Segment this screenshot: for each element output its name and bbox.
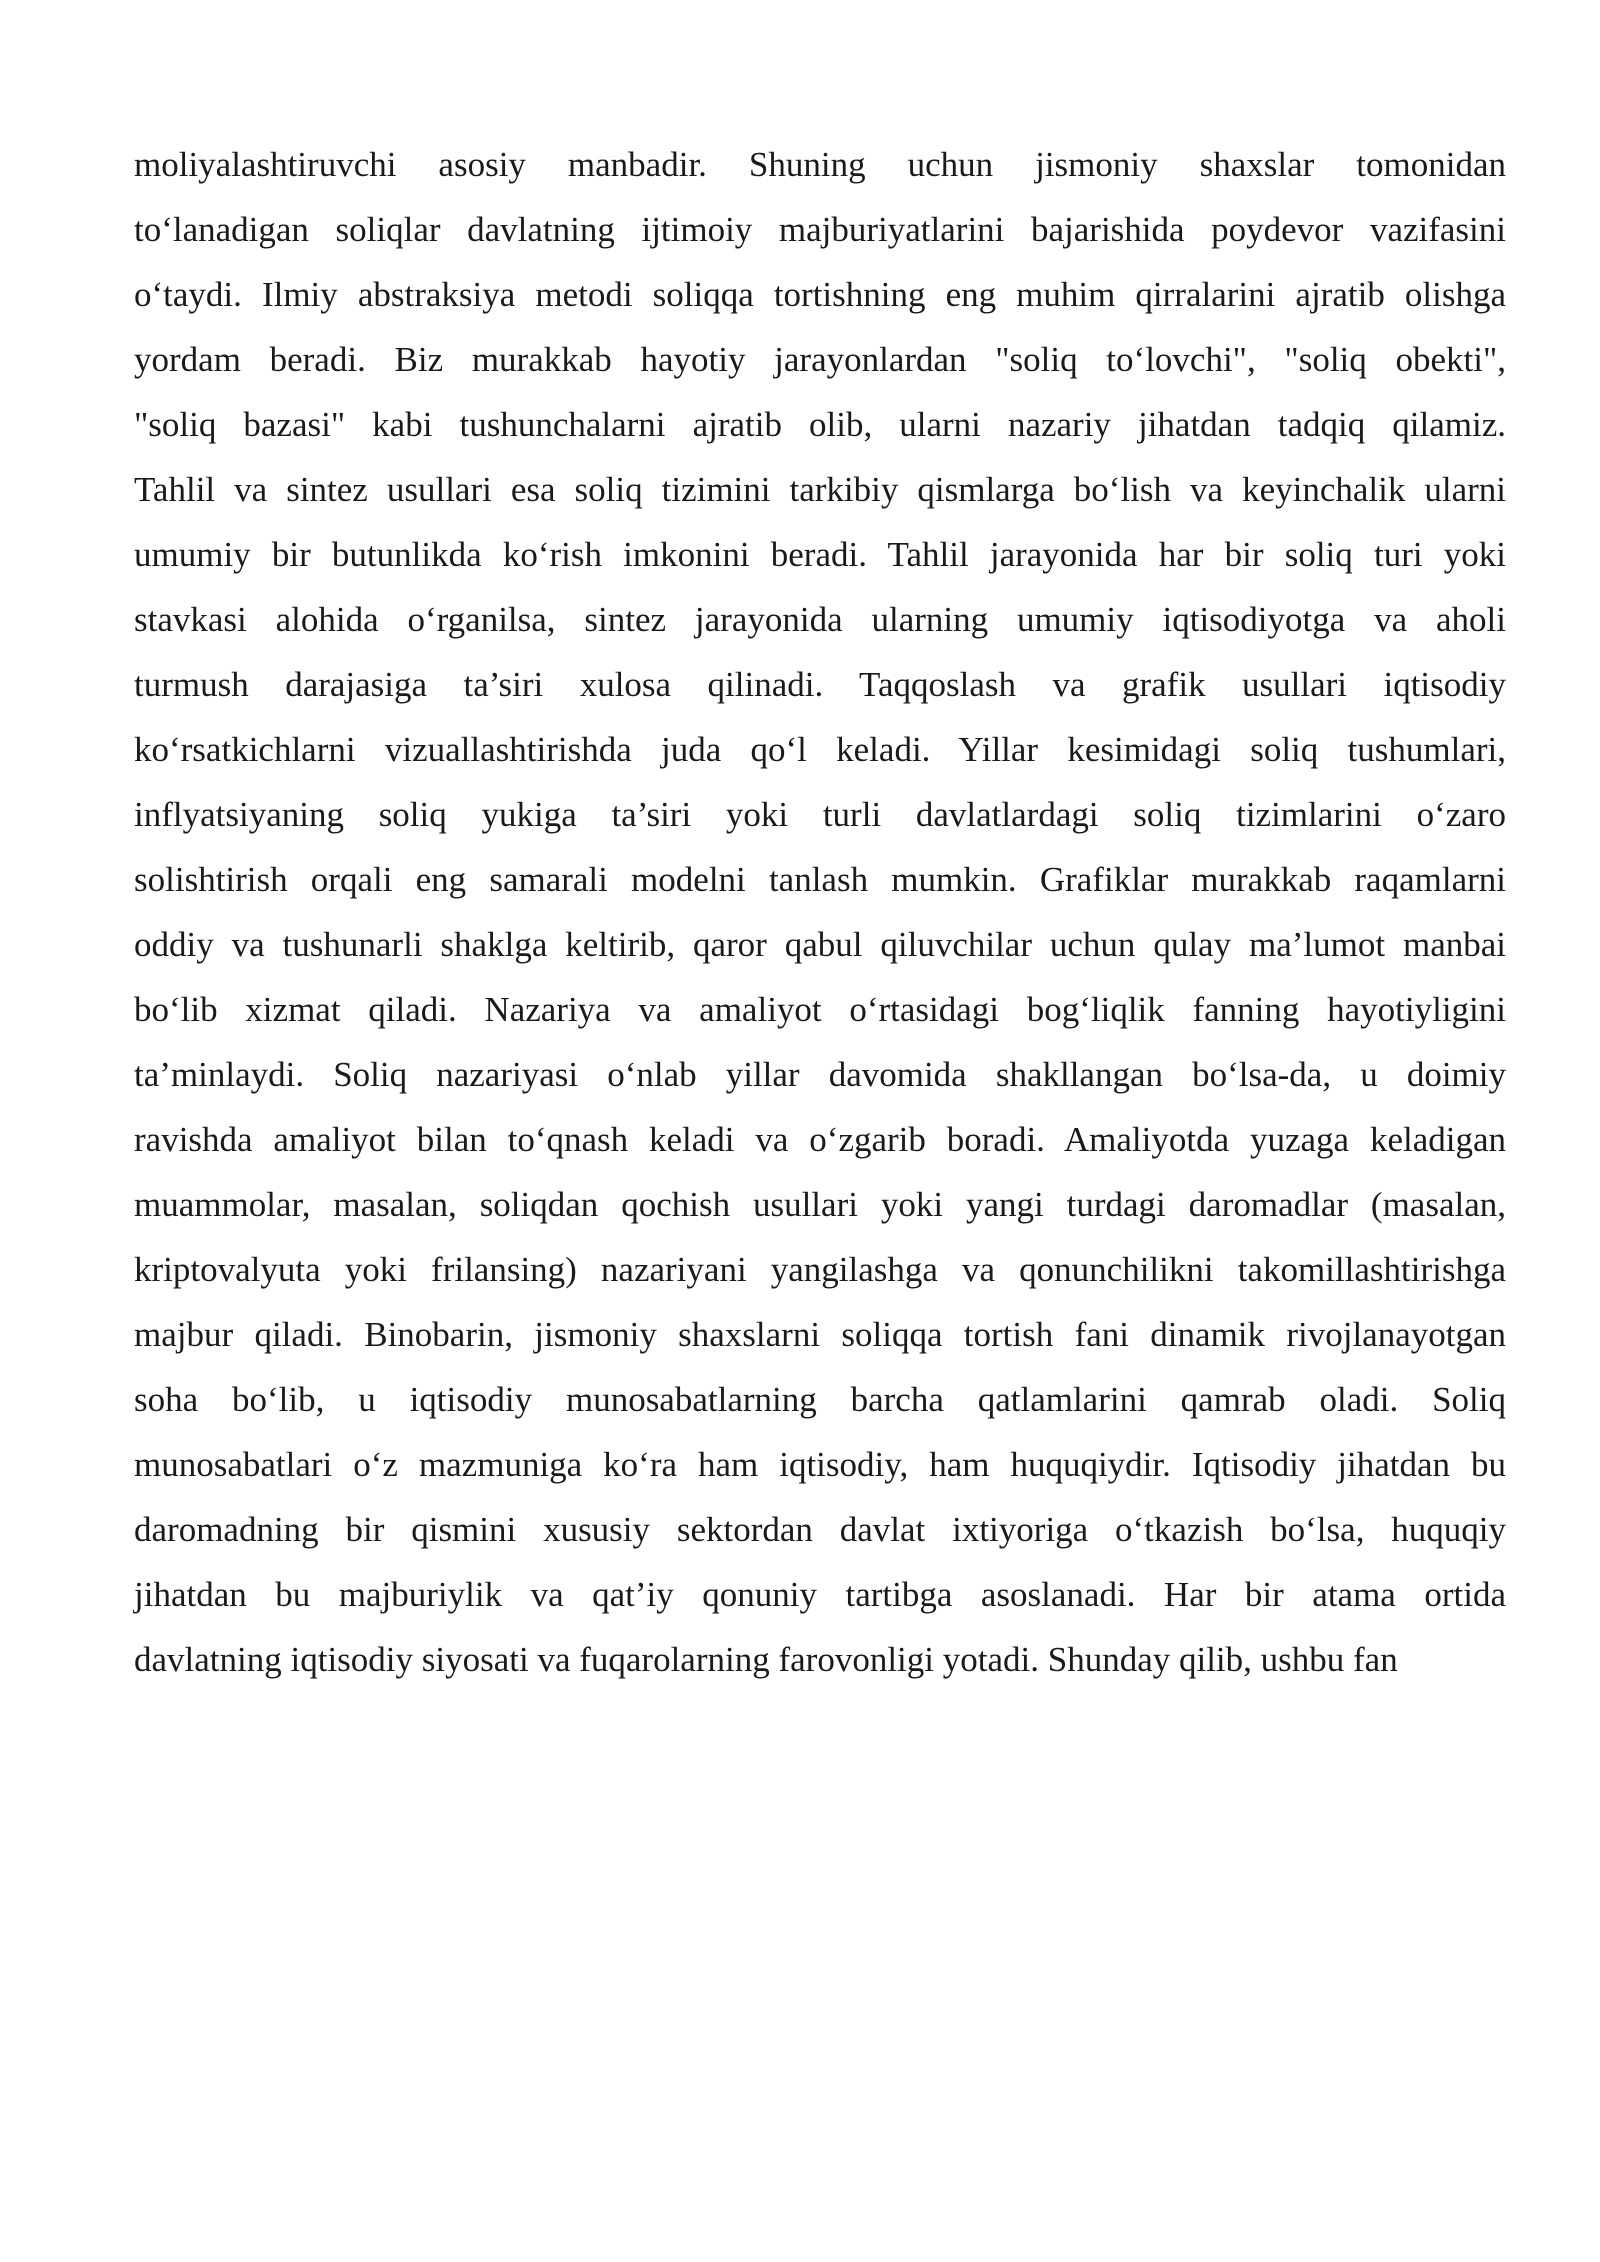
text-line: to‘lanadigan soliqlar davlatning ijtimoiy majburiyatlarini bajarishida poydevor vazifasini: [134, 210, 1506, 249]
text-line: o‘taydi. Ilmiy abstraksiya metodi soliqqa tortishning eng muhim qirralarini ajratib olishga: [134, 275, 1506, 314]
text-line: ko‘rsatkichlarni vizuallashtirishda juda qo‘l keladi. Yillar kesimidagi soliq tushumlari,: [134, 730, 1506, 769]
text-line: bo‘lib xizmat qiladi. Nazariya va amaliyot o‘rtasidagi bog‘liqlik fanning hayotiyligini: [134, 990, 1506, 1029]
text-line: "soliq bazasi" kabi tushunchalarni ajratib olib, ularni nazariy jihatdan tadqiq qilamiz.: [134, 405, 1506, 444]
text-line: inflyatsiyaning soliq yukiga ta’siri yoki turli davlatlardagi soliq tizimlarini o‘zaro: [134, 795, 1506, 834]
text-line: oddiy va tushunarli shaklga keltirib, qaror qabul qiluvchilar uchun qulay ma’lumot manbai: [134, 925, 1506, 964]
text-line: muammolar, masalan, soliqdan qochish usullari yoki yangi turdagi daromadlar (masalan,: [134, 1185, 1506, 1224]
text-line: yordam beradi. Biz murakkab hayotiy jarayonlardan "soliq to‘lovchi", "soliq obekti",: [134, 340, 1506, 379]
text-line: majbur qiladi. Binobarin, jismoniy shaxslarni soliqqa tortish fani dinamik rivojlanayotgan: [134, 1315, 1506, 1354]
body-paragraph: [134, 132, 1506, 1692]
text-line: ravishda amaliyot bilan to‘qnash keladi va o‘zgarib boradi. Amaliyotda yuzaga keladigan: [134, 1120, 1506, 1159]
text-line: solishtirish orqali eng samarali modelni tanlash mumkin. Grafiklar murakkab raqamlarni: [134, 860, 1506, 899]
text-line: stavkasi alohida o‘rganilsa, sintez jarayonida ularning umumiy iqtisodiyotga va aholi: [134, 600, 1506, 639]
text-line: jihatdan bu majburiylik va qat’iy qonuniy tartibga asoslanadi. Har bir atama ortida: [134, 1575, 1506, 1614]
text-line: turmush darajasiga ta’siri xulosa qilinadi. Taqqoslash va grafik usullari iqtisodiy: [134, 665, 1506, 704]
text-line: kriptovalyuta yoki frilansing) nazariyani yangilashga va qonunchilikni takomillashtirishga: [134, 1250, 1506, 1289]
text-line: daromadning bir qismini xususiy sektordan davlat ixtiyoriga o‘tkazish bo‘lsa, huquqiy: [134, 1510, 1506, 1549]
text-line: munosabatlari o‘z mazmuniga ko‘ra ham iqtisodiy, ham huquqiydir. Iqtisodiy jihatdan bu: [134, 1445, 1506, 1484]
text-line: davlatning iqtisodiy siyosati va fuqarolarning farovonligi yotadi. Shunday qilib, ushbu fan: [134, 1640, 1398, 1679]
text-line: Tahlil va sintez usullari esa soliq tizimini tarkibiy qismlarga bo‘lish va keyinchalik ularni: [134, 470, 1506, 509]
text-line: moliyalashtiruvchi asosiy manbadir. Shuning uchun jismoniy shaxslar tomonidan: [134, 145, 1506, 184]
text-line: ta’minlaydi. Soliq nazariyasi o‘nlab yillar davomida shakllangan bo‘lsa-da, u doimiy: [134, 1055, 1506, 1094]
text-line: umumiy bir butunlikda ko‘rish imkonini beradi. Tahlil jarayonida har bir soliq turi yoki: [134, 535, 1506, 574]
text-line: soha bo‘lib, u iqtisodiy munosabatlarning barcha qatlamlarini qamrab oladi. Soliq: [134, 1380, 1506, 1419]
